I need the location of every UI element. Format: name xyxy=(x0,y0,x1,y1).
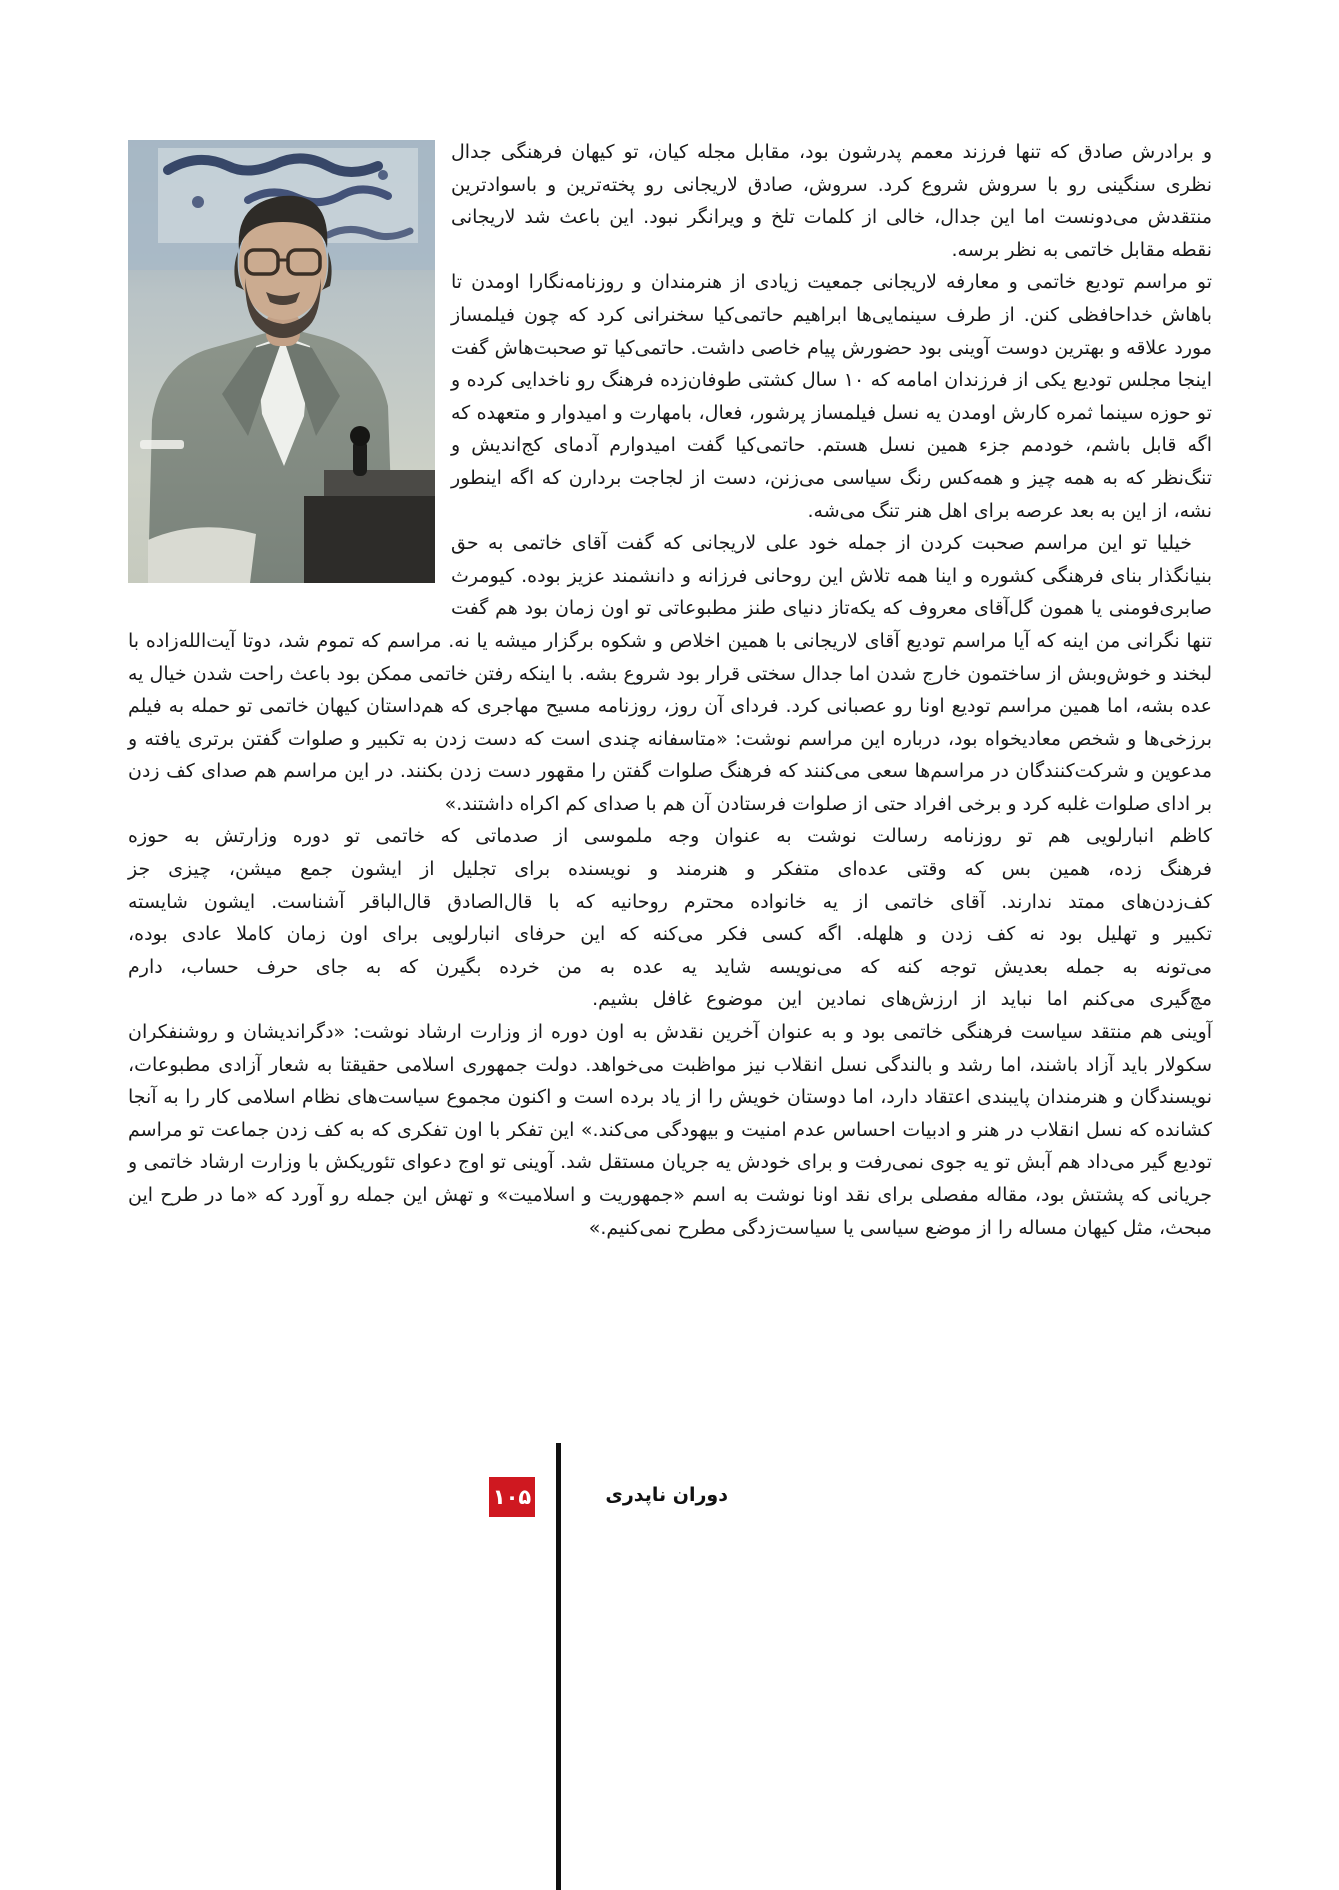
photo-caption-mark xyxy=(140,440,184,449)
paragraph-1: و برادرش صادق که تنها فرزند معمم پدرشون بود، مقابل مجله کیان، تو کیهان فرهنگی جدال نظری سنگینی رو با سروش شروع کرد. سروش، صادق لاریجانی رو پخته‌ترین و باسوادترین منتقدش می‌دونست اما این جدال، خالی از کلمات تلخ و ویرانگر نبود. این باعث شد لاریجانی نقطه مقابل خاتمی به نظر برسه. xyxy=(451,141,1212,261)
footer-divider-rule xyxy=(556,1443,561,1890)
portrait-photo-illustration xyxy=(128,140,435,583)
paragraph-2: تو مراسم تودیع خاتمی و معارفه لاریجانی جمعیت زیادی از هنرمندان و روزنامه‌نگارا اومدن تا باهاش خداحافظی کنن. از طرف سینمایی‌ها ابراهیم حاتمی‌کیا سخنرانی کرد که چون فیلمساز مورد علاقه و بهترین دوست آوینی بود حضورش پیام خاصی داشت. حاتمی‌کیا تو صحبت‌هاش گفت اینجا مجلس تودیع یکی از فرزندان امامه که ۱۰ سال کشتی طوفان‌زده فرهنگ رو ناخدایی کرده و تو حوزه سینما ثمره کارش اومدن یه نسل فیلمساز پرشور، فعال، بامهارت و امیدوار و متعهده که اگه قابل باشم، خودمم جزء همین نسل هستم. حاتمی‌کیا گفت امیدوارم آدمای کج‌اندیش و تنگ‌نظر که به همه چیز و همه‌کس رنگ سیاسی می‌زنن، دست از لجاجت بردارن که اگه اینطور نشه، از این به بعد عرصه برای اهل هنر تنگ می‌شه. xyxy=(451,271,1212,522)
paragraph-3: خیلیا تو این مراسم صحبت کردن از جمله خود علی لاریجانی که گفت آقای خاتمی به حق بنیانگذار بنای فرهنگی کشوره و اینا همه تلاش این روحانی فرزانه و دانشمند عزیز بوده. کیومرث صابری‌فومنی یا همون گل‌آقای معروف که یکه‌تاز دنیای طنز مطبوعاتی تو اون زمان بود هم گفت تنها نگرانی من اینه که آیا مراسم تودیع آقای لاریجانی با همین اخلاص و شکوه برگزار میشه یا نه. مراسم که تموم شد، دوتا آیت‌الله‌زاده با لبخند و خوش‌وبش از ساختمون خارج شدن اما جدال سختی قرار بود شروع بشه. با اینکه رفتن خاتمی ممکن بود باعث راحت شدن خیال یه عده بشه، اما همین مراسم تودیع اونا رو عصبانی کرد. فردای آن روز، روزنامه مسیح مهاجری که هم‌داستان کیهان خاتمی تو حمله به فیلم برزخی‌ها و شخص معادیخواه بود، درباره این مراسم نوشت: «متاسفانه چندی است که دست زدن به تکبیر و صلوات گفتن برتری یافته و مدعوین و شرکت‌کنندگان در مراسم‌ها سعی می‌کنند که فرهنگ صلوات گفتن را مقهور دست زدن بکنند. در این مراسم هم صدای کف زدن بر ادای صلوات غلبه کرد و برخی افراد حتی از صلوات فرستادن آن هم با صدای کم اکراه داشتند.» xyxy=(128,532,1212,815)
portrait-photo xyxy=(128,140,435,583)
paragraph-4: کاظم انبارلویی هم تو روزنامه رسالت نوشت به عنوان وجه ملموسی از صدماتی که خاتمی تو دوره وزارتش به حوزه فرهنگ زده، همین بس که وقتی عده‌ای متفکر و هنرمند و نویسنده برای تجلیل از ایشون جمع میشن، چیزی جز کف‌زدن‌های ممتد ندارند. آقای خاتمی از یه خانواده محترم روحانیه که با قال‌الصادق قال‌الباقر آشناست. ایشون شایسته تکبیر و تهلیل بود نه کف زدن و هلهله. اگه کسی فکر می‌کنه که این حرفای انبارلویی برای اون زمان کاملا عادی بوده، می‌تونه به جمله بعدیش توجه کنه که می‌نویسه شاید یه عده به من خرده بگیرن که به جای حرف حساب، دارم مچ‌گیری می‌کنم اما نباید از ارزش‌های نمادین این موضوع غافل بشیم. xyxy=(128,825,1212,1011)
paragraph-5: آوینی هم منتقد سیاست فرهنگی خاتمی بود و به عنوان آخرین نقدش به اون دوره از وزارت ارشاد نوشت: «دگراندیشان و روشنفکران سکولار باید آزاد باشند، اما رشد و بالندگی نسل انقلاب نیز مواظبت می‌خواهد. دولت جمهوری اسلامی حقیقتا به شعار آزادی مطبوعات، نویسندگان و هنرمندان پایبندی اعتقاد دارد، اما دوستان خویش را از یاد برده است و اکنون مجموع سیاست‌های نظام اسلامی کار را به آنجا کشانده که نسل انقلاب در هنر و ادبیات احساس عدم امنیت و بیهودگی می‌کند.» این تفکر با اون تفکری که به کف زدن جماعت تو مراسم تودیع گیر می‌داد هم آبش تو یه جوی نمی‌رفت و برای خودش یه جریان مستقل شد. آوینی تو اوج دعوای تئوریکش با وزارت ارشاد خاتمی و جریانی که پشتش بود، مقاله مفصلی برای نقد اونا نوشت به اسم «جمهوریت و اسلامیت» و تهش این جمله رو آورد که «ما در طرح این مبحث، مثل کیهان مساله را از موضع سیاسی یا سیاست‌زدگی مطرح نمی‌کنیم.» xyxy=(128,1021,1212,1239)
chapter-title: دوران ناپدری xyxy=(605,1484,728,1506)
body-text xyxy=(128,136,1212,1244)
page-number-badge: ۱۰۵ xyxy=(489,1477,535,1517)
